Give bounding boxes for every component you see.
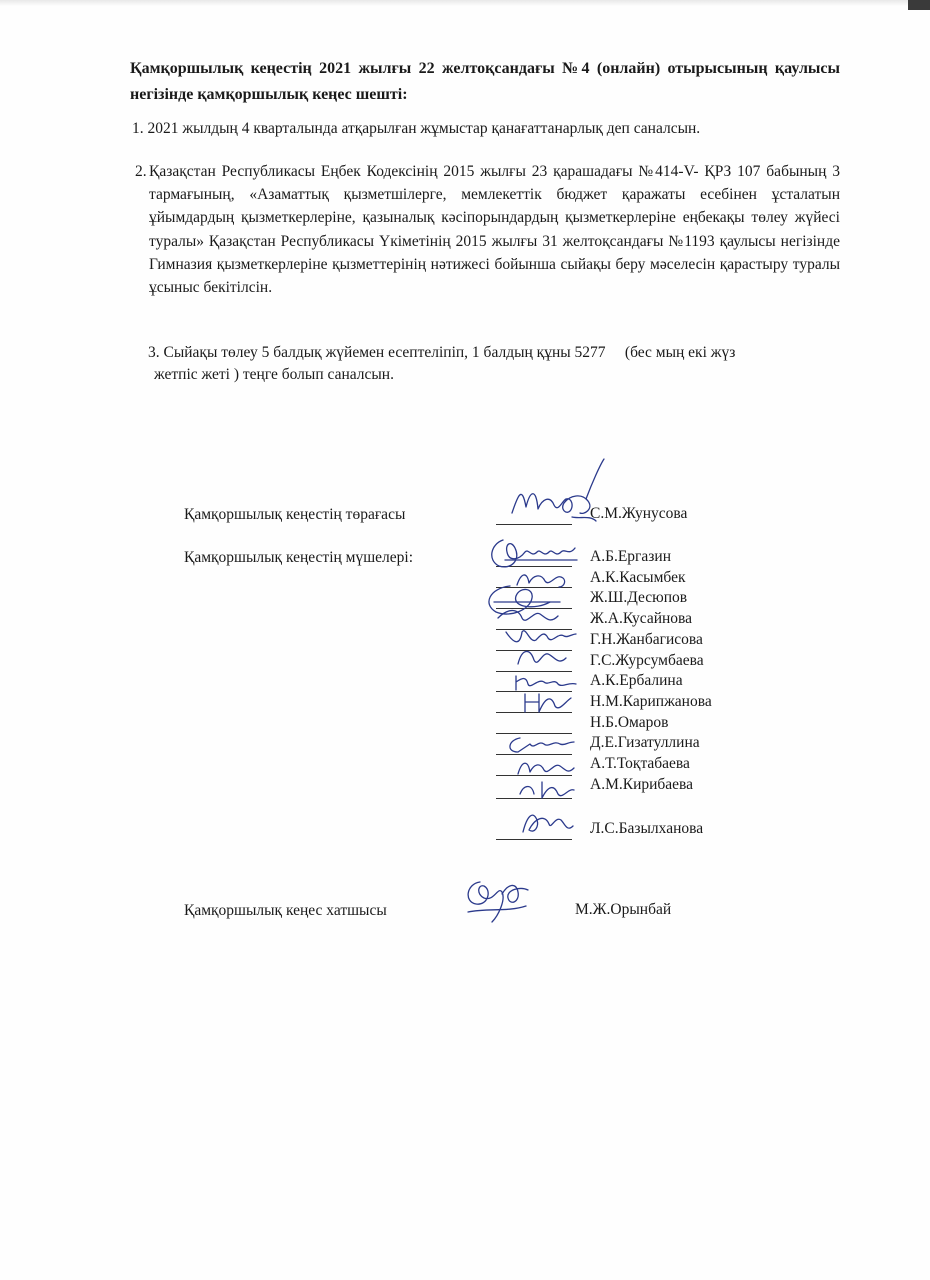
decision-item-2 xyxy=(135,160,840,299)
handwritten-signature-member xyxy=(512,776,582,804)
scan-corner-mark xyxy=(908,0,930,10)
member-name: Ж.А.Кусайнова xyxy=(590,610,693,628)
resolution-heading: Қамқоршылық кеңестің 2021 жылғы 22 желтоқсандағы №4 (онлайн) отырысының қаулысы негізінде қамқоршылық кеңес шешті: xyxy=(130,60,840,103)
member-name: А.К.Касымбек xyxy=(590,568,686,586)
secretary-label: Қамқоршылық кеңес хатшысы xyxy=(184,902,387,919)
handwritten-signature-member xyxy=(515,688,580,716)
member-name: А.Б.Ергазин xyxy=(590,548,672,565)
member-name: Н.М.Карипжанова xyxy=(590,692,712,710)
member-name: Г.С.Журсумбаева xyxy=(590,651,704,669)
member-name: Н.Б.Омаров xyxy=(590,713,669,731)
members-label: Қамқоршылық кеңестің мүшелері: xyxy=(184,549,414,566)
decision-item-3-line1: 3. Сыйақы төлеу 5 балдық жүйемен есептеліпіп, 1 балдың құны 5277 (бес мың екі жүз xyxy=(148,344,736,361)
decision-item-2-text: Қазақстан Республикасы Еңбек Кодексінің 2015 жылғы 23 қарашадағы №414-V- ҚРЗ 107 бабының 3 тармағының, «Азаматтық қызметшілерге, мемлекеттік бюджет қаражаты есебінен ұсталатын ұйымдардың қызметкерлеріне, қазыналық кәсіпорындардың қызметкерлеріне еңбекақы төлеу жүйесі туралы» Қазақстан Республикасы Үкіметінің 2015 жылғы 31 желтоқсандағы №1193 қаулысы негізінде Гимназия қызметкерлеріне қызметтерінің нәтижесі бойынша сыйақы беру мәселесін қарастыру туралы ұсыныс бекітілсін. xyxy=(149,163,840,297)
decision-item-3 xyxy=(148,342,848,386)
member-name: А.Т.Тоқтабаева xyxy=(590,755,690,773)
handwritten-signature-chair xyxy=(500,455,610,535)
scan-edge xyxy=(0,0,930,6)
member-name: Д.Е.Гизатуллина xyxy=(590,734,700,752)
members-list xyxy=(590,547,712,795)
secretary-name: М.Ж.Орынбай xyxy=(575,901,672,918)
decision-item-1: 1. 2021 жылдың 4 кварталында атқарылған жұмыстар қанағаттанарлық деп саналсын. xyxy=(132,120,701,137)
member-name: Ж.Ш.Десюпов xyxy=(590,589,688,607)
decision-item-2-number: 2. xyxy=(135,163,147,180)
member-name-last: Л.С.Базылханова xyxy=(590,820,704,837)
member-name: Г.Н.Жанбагисова xyxy=(590,630,703,648)
handwritten-signature-member xyxy=(515,806,585,840)
member-name: А.К.Ербалина xyxy=(590,672,683,690)
handwritten-signature-secretary xyxy=(458,872,538,932)
decision-item-3-line2: жетпіс жеті ) теңге болып саналсын. xyxy=(154,366,394,383)
chair-label: Қамқоршылық кеңестің төрағасы xyxy=(184,506,406,523)
chair-name: С.М.Жунусова xyxy=(590,505,688,522)
member-name: А.М.Кирибаева xyxy=(590,775,694,793)
